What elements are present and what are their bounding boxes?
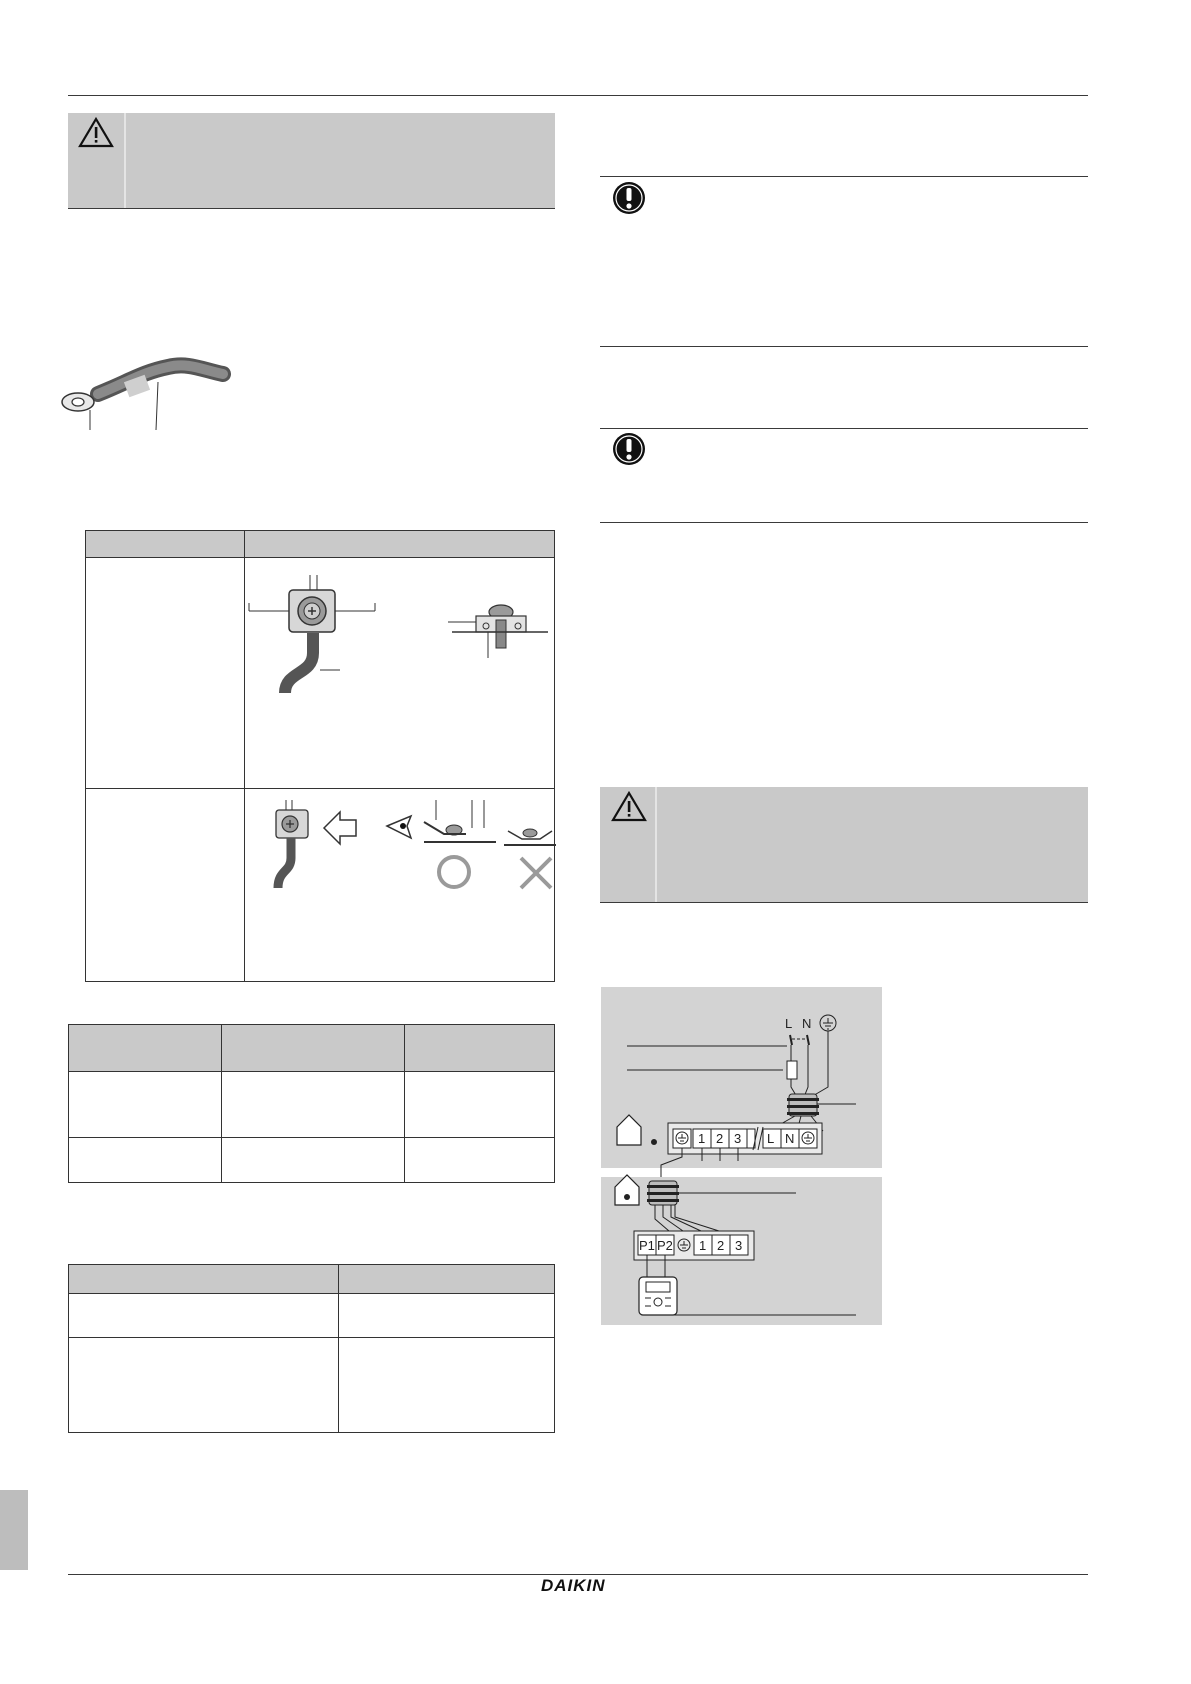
spec-table-2 [68,1264,555,1433]
warning-panel-bottom-rule [68,208,555,209]
arrow-left-icon [322,810,358,846]
indoor-terminal-p1: P1 [639,1238,655,1253]
incorrect-connection-side-view [500,825,560,855]
outdoor-terminal-1: 1 [698,1131,706,1146]
notice-icon [611,180,647,216]
spec-table-1-col-divider-1 [221,1025,222,1182]
panel-divider [124,113,126,209]
notice-1-top-rule [600,176,1088,177]
warning-icon [611,790,647,822]
outdoor-terminal-n: N [785,1131,795,1146]
screw-terminal-side-view [448,600,548,660]
outdoor-terminal-3: 3 [734,1131,742,1146]
footer-rule [68,1574,1088,1575]
indoor-terminal-3: 3 [735,1238,743,1253]
correct-circle-icon [436,854,472,890]
wiring-diagram [601,987,882,1325]
indoor-house-icon [615,1175,639,1205]
ring-terminal-illustration [58,352,238,432]
warning-panel [68,113,555,209]
supply-label-n: N [802,1016,812,1031]
spec-table-1-row-divider [69,1137,554,1138]
warning-icon [78,116,114,148]
indoor-terminal-p2: P2 [657,1238,673,1253]
language-side-tab [0,1490,28,1570]
terminal-table-row-divider [86,788,554,789]
spec-table-2-header [69,1265,554,1294]
notice-2-bottom-rule [600,522,1088,523]
notice-icon [611,431,647,467]
spec-table-2-row-divider [69,1337,554,1338]
header-rule [68,95,1088,96]
earth-supply-icon [820,1015,836,1031]
spec-table-1 [68,1024,555,1183]
outdoor-terminal-2: 2 [716,1131,724,1146]
spec-table-1-header [69,1025,554,1072]
supply-label-l: L [785,1016,793,1031]
notice-2-top-rule [600,428,1088,429]
screw-terminal-top-view [245,575,385,695]
remote-controller-icon [639,1277,677,1315]
indoor-terminal-2: 2 [717,1238,725,1253]
notice-1-bottom-rule [600,346,1088,347]
eye-icon [385,812,415,842]
incorrect-cross-icon [517,854,555,892]
outdoor-terminal-l: L [767,1131,775,1146]
spec-table-1-col-divider-2 [404,1025,405,1182]
correct-connection-side-view [420,800,500,850]
warning-panel-right-bottom-rule [600,902,1088,903]
spec-table-2-col-divider [338,1265,339,1432]
indoor-terminal-1: 1 [699,1238,707,1253]
daikin-logo: DAIKIN [541,1576,606,1595]
panel-divider [655,787,657,902]
warning-panel-right [600,787,1088,902]
terminal-table-header [86,531,554,558]
outdoor-house-icon [617,1115,657,1145]
